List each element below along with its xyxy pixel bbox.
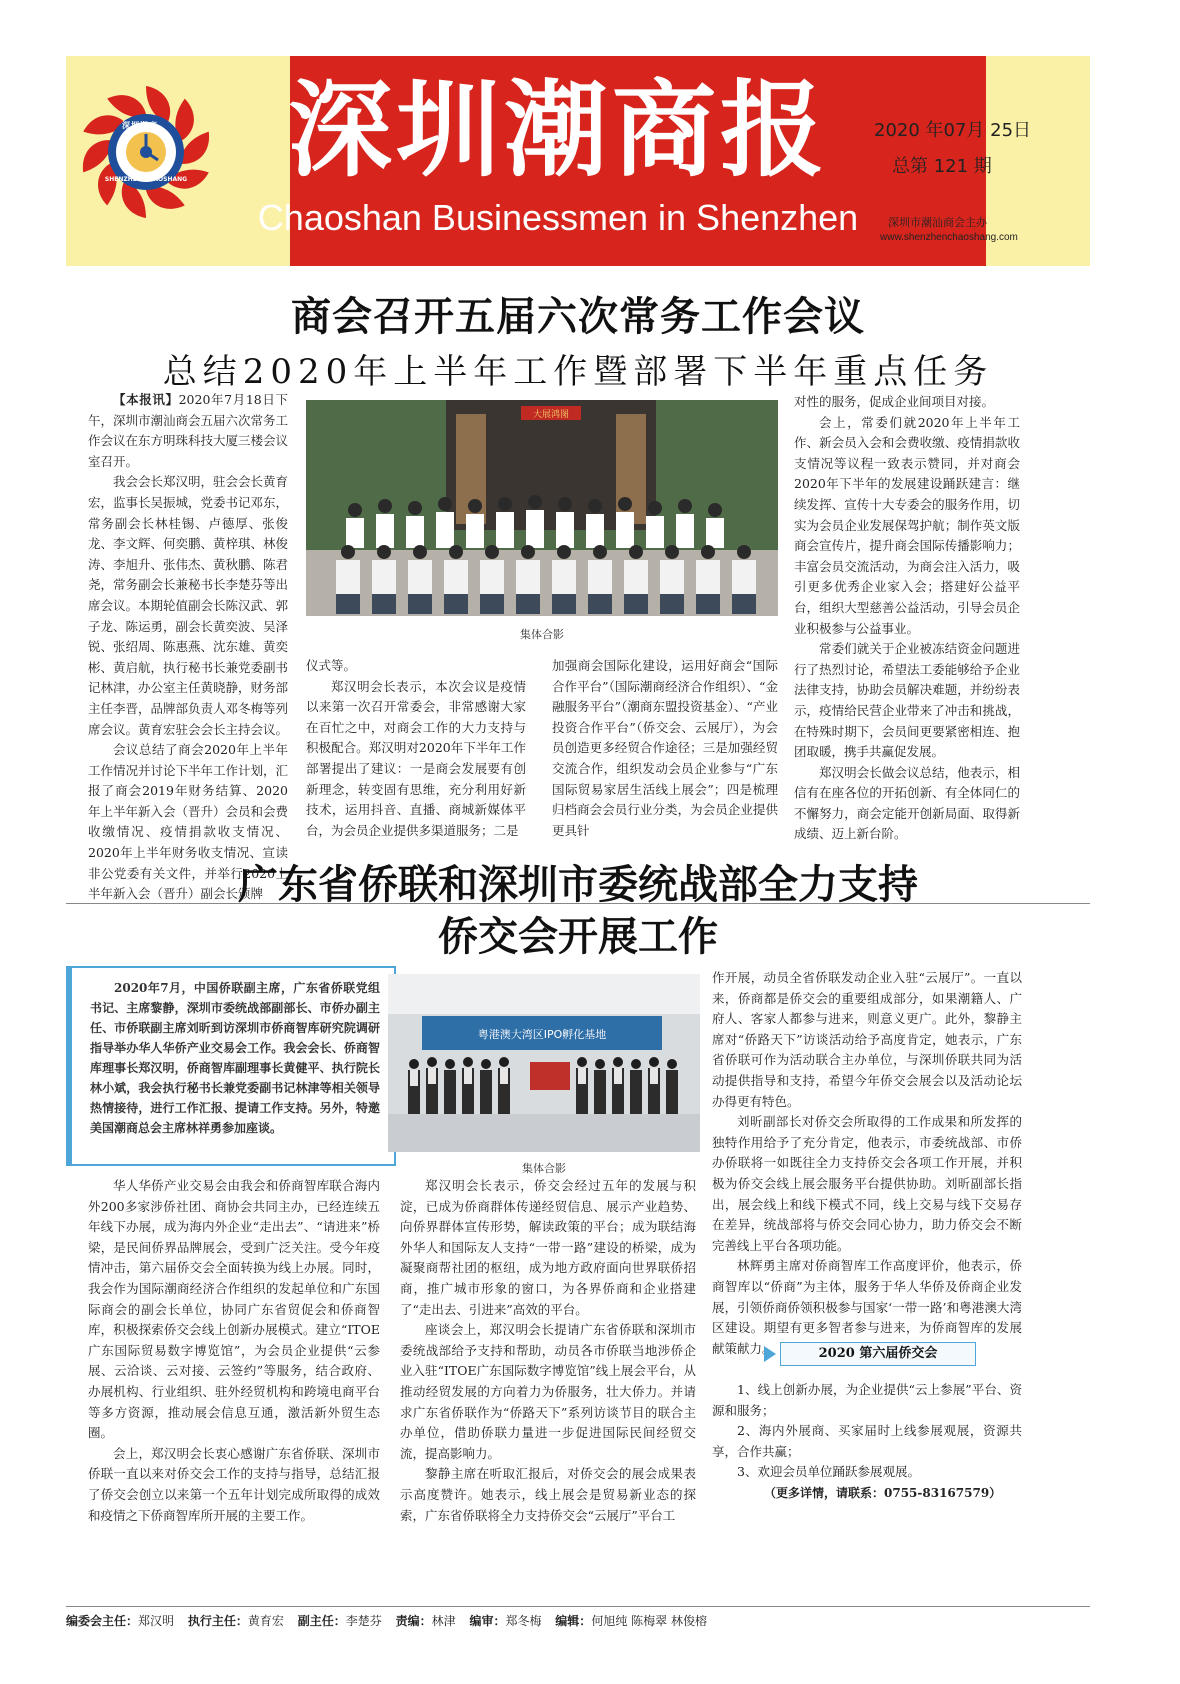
- infobox-item: 3、欢迎会员单位踊跃参展观展。: [737, 1464, 920, 1480]
- article2-col1: 华人华侨产业交易会由我会和侨商智库联合海内外200多家涉侨社团、商协会共同主办，已经连续五年线下办展，成为海内外企业“走出去”、“请进来”桥梁，是民间侨界品牌展会，受到广泛关注。受今年疫情冲击，第六届侨交会全面转换为线上办展。同时，我会作为国际潮商经济合作组织的发起单位和广东国际商会的副会长单位，协同广东省贸促会和侨商智库，积极探索侨交会线上创新办展模式。建立“ITOE广东国际贸易数字博览馆”，为会员企业提供“云参展、云洽谈、云对接、云签约”等服务，结合政府、办展机构、行业组织、驻外经贸机构和跨境电商平台等多方资源，推动展会信息互通，激活新外贸生态圈。 会上，郑汉明会长衷心感谢广东省侨联、深圳市侨联一直以来对侨交会工作的支持与指导，总结汇报了侨交会创立以来第一个五年计划完成所取得的成效和疫情之下侨商智库所开展的主要工作。: [88, 1178, 380, 1523]
- article1-headline: 商会召开五届六次常务工作会议: [291, 294, 865, 340]
- editorial-credits: 编委会主任：郑汉明 执行主任：黄育宏 副主任：李楚芬 责编：林津 编审：郑冬梅 编辑：何旭纯 陈梅翠 林俊榕: [66, 1614, 707, 1628]
- article2-col2: 郑汉明会长表示，侨交会经过五年的发展与积淀，已成为侨商群体传递经贸信息、展示产业趋势、向侨界群体宣传形势，解读政策的平台；成为联结海外华人和国际友人支持“一带一路”建设的桥梁，成为凝聚商帮社团的枢纽，成为地方政府面向世界联侨招商，推广城市形象的窗口，为各界侨商和企业搭建了“走出去、引进来”高效的平台。 座谈会上，郑汉明会长提请广东省侨联和深圳市委统战部给予支持和帮助，动员各市侨联当地涉侨企业入驻“ITOE广东国际数字博览馆”线上展会平台，从推动经贸发展的方向着力为侨服务，壮大侨力。并请求广东省侨联作为“侨路天下”系列访谈节目的联合主办单位，借助侨联力量进一步促进国际民间经贸交流，提高影响力。 黎静主席在听取汇报后，对侨交会的展会成果表示高度赞许。她表示，线上展会是贸易新业态的探索，广东省侨联将全力支持侨交会“云展厅”平台工: [400, 1178, 696, 1523]
- photo1-sign: 大展鸿图: [532, 410, 570, 420]
- article2-intro-box: [66, 966, 396, 1166]
- organizer: 深圳市潮汕商会主办: [888, 216, 987, 229]
- infobox-title: 2020 第六届侨交会: [780, 1342, 976, 1366]
- photo2-sign: 粤港澳大湾区IPO孵化基地: [477, 1028, 607, 1041]
- article1-col4: 对性的服务，促成企业间项目对接。 会上，常委们就2020年上半年工作、新会员入会和会费收缴、疫情捐款收支情况等议程一致表示赞同，并对商会2020年下半年的发展建设踊跃建言：继续发挥、宣传十大专委会的服务作用，切实为会员企业发展保驾护航；制作英文版商会宣传片，提升商会国际传播影响力；丰富会员交流活动，为商会注入活力，吸引更多优秀企业家入会；搭建好公益平台，组织大型慈善公益活动，引导会员企业积极参与公益事业。 常委们就关于企业被冻结资金问题进行了热烈讨论，希望法工委能够给予企业法律支持，协助会员解决难题，并纷纷表示，疫情给民营企业带来了冲击和挑战，在特殊时期下，会员间更要紧密相连、抱团取暖，携手共赢促发展。 郑汉明会长做会议总结，他表示，相信有在座各位的开拓创新、有全体同仁的不懈努力，商会定能开创新局面、取得新成绩、迈上新台阶。: [794, 394, 1020, 842]
- logo-text-top: 深圳潮商: [122, 121, 158, 130]
- issue-date: 2020 年07月 25日: [874, 120, 1032, 141]
- photo1-caption: 集体合影: [520, 628, 564, 641]
- footer-divider: [66, 1606, 1090, 1607]
- website-url: www.shenzhenchaoshang.com: [880, 232, 1018, 243]
- chamber-logo: [74, 80, 218, 224]
- group-photo-1: [306, 400, 778, 616]
- photo2-caption: 集体合影: [522, 1162, 566, 1175]
- article2-headline-line2: 侨交会开展工作: [438, 914, 718, 960]
- masthead-subtitle: Chaoshan Businessmen in Shenzhen: [257, 197, 859, 238]
- article1-col3: 加强商会国际化建设，运用好商会“国际合作平台”（国际潮商经济合作组织）、“金融服务平台”（潮商东盟投资基金）、“产业投资合作平台”（侨交会、云展厅），为会员创造更多经贸合作途径；三是加强经贸交流合作，组织发动会员企业参与“广东国际贸易家居生活线上展会”；四是梳理归档商会会员行业分类，为会员企业提供更具针: [552, 658, 778, 838]
- masthead-info: [866, 56, 1036, 266]
- infobox-list: [712, 1380, 1022, 1504]
- article2-intro: 2020年7月，中国侨联副主席，广东省侨联党组书记、主席黎静，深圳市委统战部副部长、市侨办副主任、市侨联副主席刘昕到访深圳市侨商智库研究院调研指导举办华人华侨产业交易会工作。我会会长、侨商智库理事长郑汉明，侨商智库副理事长黄健平、执行院长林小斌，我会执行秘书长兼党委副书记林津等相关领导热情接待，进行工作汇报、提请工作支持。另外，特邀美国潮商总会主席林祥勇参加座谈。: [90, 981, 380, 1135]
- article2-col3: 作开展，动员全省侨联发动企业入驻“云展厅”。一直以来，侨商都是侨交会的重要组成部分，如果潮籍人、广府人、客家人都参与进来，则意义更广。此外，黎静主席对“侨路天下”访谈活动给予高度肯定，她表示，广东省侨联可作为活动联合主办单位，与深圳侨联共同为活动提供指导和支持，希望今年侨交会展会以及活动论坛办得更有特色。 刘昕副部长对侨交会所取得的工作成果和所发挥的独特作用给予了充分肯定，他表示，市委统战部、市侨办侨联将一如既往全力支持侨交会各项工作开展，并积极为侨交会线上展会服务平台提供协助。刘昕副部长指出，展会线上和线下模式不同，线上交易与线下交易存在差异，统战部将与侨交会同心协力，助力侨交会不断完善线上平台各项功能。 林辉勇主席对侨商智库工作高度评价，他表示，侨商智库以“侨商”为主体，服务于华人华侨及侨商企业发展，引领侨商侨领积极参与国家‘一带一路’和粤港澳大湾区建设。期望有更多智者参与进来，为侨商智库的发展献策献力。: [712, 970, 1022, 1356]
- masthead-title: 深圳潮商报: [287, 68, 828, 191]
- article2-headline-line1: 广东省侨联和深圳市委统战部全力支持: [238, 862, 918, 908]
- article1-kicker: 【本报讯】: [113, 392, 179, 407]
- article1-subhead: 总结2020年上半年工作暨部署下半年重点任务: [162, 352, 994, 392]
- infobox-contact: （更多详情，请联系：0755-83167579）: [764, 1485, 1002, 1500]
- logo-text-ring: SHENZHEN CHAOSHANG: [104, 176, 188, 183]
- group-photo-2: [388, 974, 700, 1152]
- play-arrow-icon: [764, 1346, 776, 1362]
- infobox-item: 1、线上创新办展，为企业提供“云上参展”平台、资源和服务；: [712, 1382, 1022, 1418]
- infobox-item: 2、海内外展商、买家届时上线参展观展，资源共享，合作共赢；: [712, 1423, 1022, 1459]
- issue-number: 总第 121 期: [892, 156, 992, 177]
- article1-col2: 仪式等。 郑汉明会长表示，本次会议是疫情以来第一次召开常委会，非常感谢大家在百忙之中，对商会工作的大力支持与积极配合。郑汉明对2020年下半年工作部署提出了建议：一是商会发展要有创新理念，转变固有思维，充分利用好新技术，运用抖音、直播、商城新媒体平台，为会员企业提供多渠道服务；二是: [306, 658, 526, 838]
- article1-col1: 【本报讯】2020年7月18日下午，深圳市潮汕商会五届六次常务工作会议在东方明珠科技大厦三楼会议室召开。 我会会长郑汉明，驻会会长黄育宏，监事长吴振城，党委书记邓东，常务副会长林桂锡、卢德厚、张俊龙、李文辉、何奕鹏、黄梓琪、林俊涛、李旭升、张伟杰、黄秋鹏、陈君尧，常务副会长兼秘书长李楚芬等出席会议。本期轮值副会长陈汉武、郭子龙、陈运勇，副会长黄奕波、吴泽锐、张绍周、陈惠燕、沈东雄、黄奕彬、黄启航，执行秘书长兼党委副书记林津，办公室主任黄晓静，财务部主任李晋，品牌部负责人邓冬梅等列席会议。黄育宏驻会会长主持会议。 会议总结了商会2020年上半年工作情况并讨论下半年工作计划，汇报了商会2019年财务结算、2020年上半年新入会（晋升）会员和会费收缴情况、疫情捐款收支情况、2020年上半年财务收支情况、宣读非公党委有关文件，并举行2020上半年新入会（晋升）副会长颁牌: [88, 392, 289, 902]
